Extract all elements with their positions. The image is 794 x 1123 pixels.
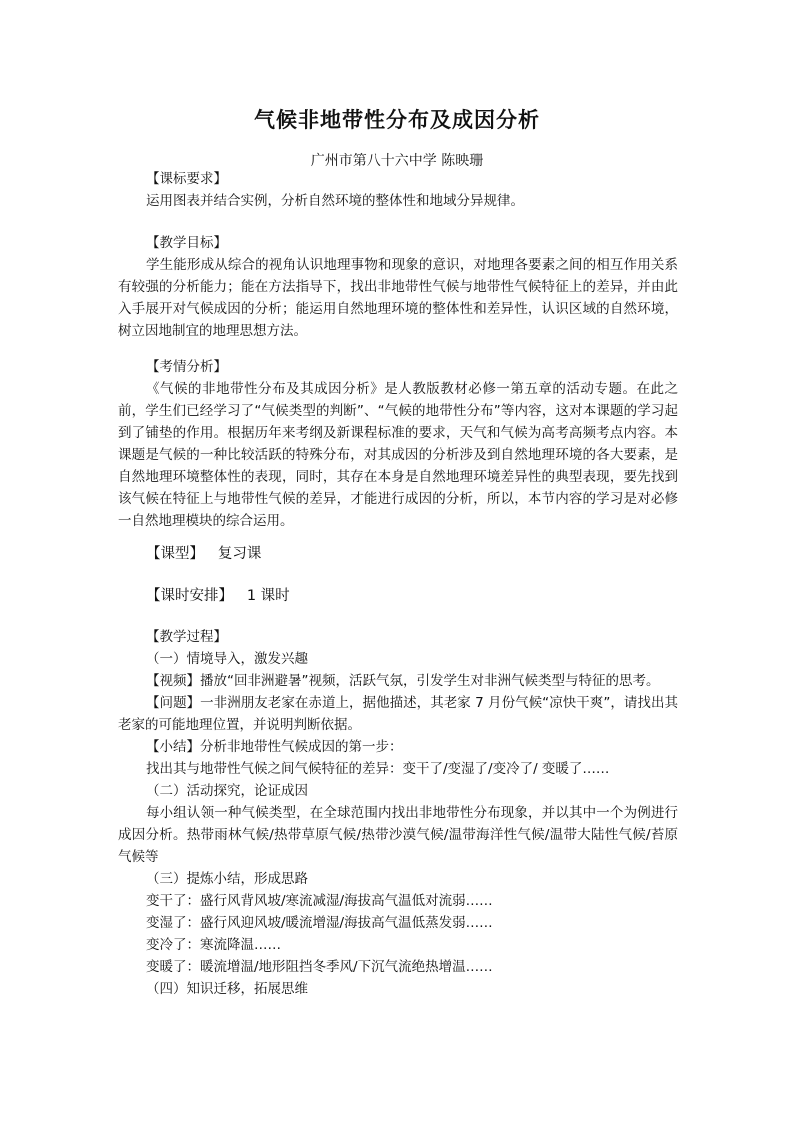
summary-line [118,736,678,758]
section-lesson-type [118,543,678,565]
list-item: 变冷了：寒流降温…… [146,937,281,953]
section-heading: 【教学目标】 [146,235,227,251]
question-label: 【问题】 [146,695,201,711]
process-step-2-text: 每小组认领一种气候类型，在全球范围内找出非地带性分布现象，并以其中一个为例进行成因分析。热带雨林气候/热带草原气候/热带沙漠气候/温带海洋性气候/温带大陆性气候/苔原气候等 [118,805,678,865]
lesson-type-label: 【课型】 [146,546,204,562]
section-schedule [118,585,678,607]
section-heading: 【教学过程】 [146,629,227,645]
process-step-4: （四）知识迁移，拓展思维 [146,981,308,997]
section-exam-analysis [118,356,678,532]
section-heading: 【考情分析】 [146,359,227,375]
video-label: 【视频】 [146,673,200,689]
section-text: 运用图表并结合实例，分析自然环境的整体性和地域分异规律。 [146,193,524,209]
question-paragraph [118,692,678,736]
section-objectives [118,232,678,342]
list-item: 变干了：盛行风背风坡/寒流减湿/海拔高气温低对流弱…… [146,893,493,909]
section-process [118,626,678,1000]
process-step-3: （三）提炼小结，形成思路 [146,871,308,887]
section-text: 《气候的非地带性分布及其成因分析》是人教版教材必修一第五章的活动专题。在此之前，学生们已经学习了“气候类型的判断”、“气候的地带性分布”等内容，这对本课题的学习起到了铺垫的作用。根据历年来考纲及新课程标准的要求，天气和气候为高考高频考点内容。本课题是气候的一种比较活跃的特殊分布，对其成因的分析涉及到自然地理环境的各大要素，是自然地理环境整体性的表现，同时，其存在本身是自然地理环境差异性的典型表现，要先找到该气候在特征上与地带性气候的差异，才能进行成因的分析，所以，本节内容的学习是对必修一自然地理模块的综合运用。 [118,381,678,529]
video-text: 播放“回非洲避暑”视频，活跃气氛，引发学生对非洲气候类型与特征的思考。 [200,673,660,689]
list-item: 变湿了：盛行风迎风坡/暖流增湿/海拔高气温低蒸发弱…… [146,915,493,931]
schedule-label: 【课时安排】 [146,588,233,604]
list-item: 变暖了：暖流增温/地形阻挡冬季风/下沉气流绝热增温…… [146,959,493,975]
question-text: 一非洲朋友老家在赤道上，据他描述，其老家 7 月份气候“凉快干爽”，请找出其老家的可能地理位置，并说明判断依据。 [118,695,678,733]
summary-label: 【小结】 [146,739,200,755]
summary-detail: 找出其与地带性气候之间气候特征的差异：变干了/变湿了/变冷了/ 变暖了…… [146,761,610,777]
document-author: 广州市第八十六中学 陈映珊 [310,153,484,169]
section-text: 学生能形成从综合的视角认识地理事物和现象的意识，对地理各要素之间的相互作用关系有较强的分析能力；能在方法指导下，找出非地带性气候与地带性气候特征上的差异，并由此入手展开对气候成因的分析；能运用自然地理环境的整体性和差异性，认识区域的自然环境，树立因地制宜的地理思想方法。 [118,257,678,339]
schedule-value: 1 课时 [246,588,290,604]
process-step-2: （二）活动探究，论证成因 [146,783,308,799]
video-paragraph [118,670,678,692]
section-heading: 【课标要求】 [146,171,227,187]
summary-text: 分析非地带性气候成因的第一步： [200,739,403,755]
process-step-1: （一）情境导入，激发兴趣 [146,651,308,667]
lesson-type-value: 复习课 [217,546,262,562]
document-title: 气候非地带性分布及成因分析 [254,108,540,132]
section-curriculum [118,168,678,212]
